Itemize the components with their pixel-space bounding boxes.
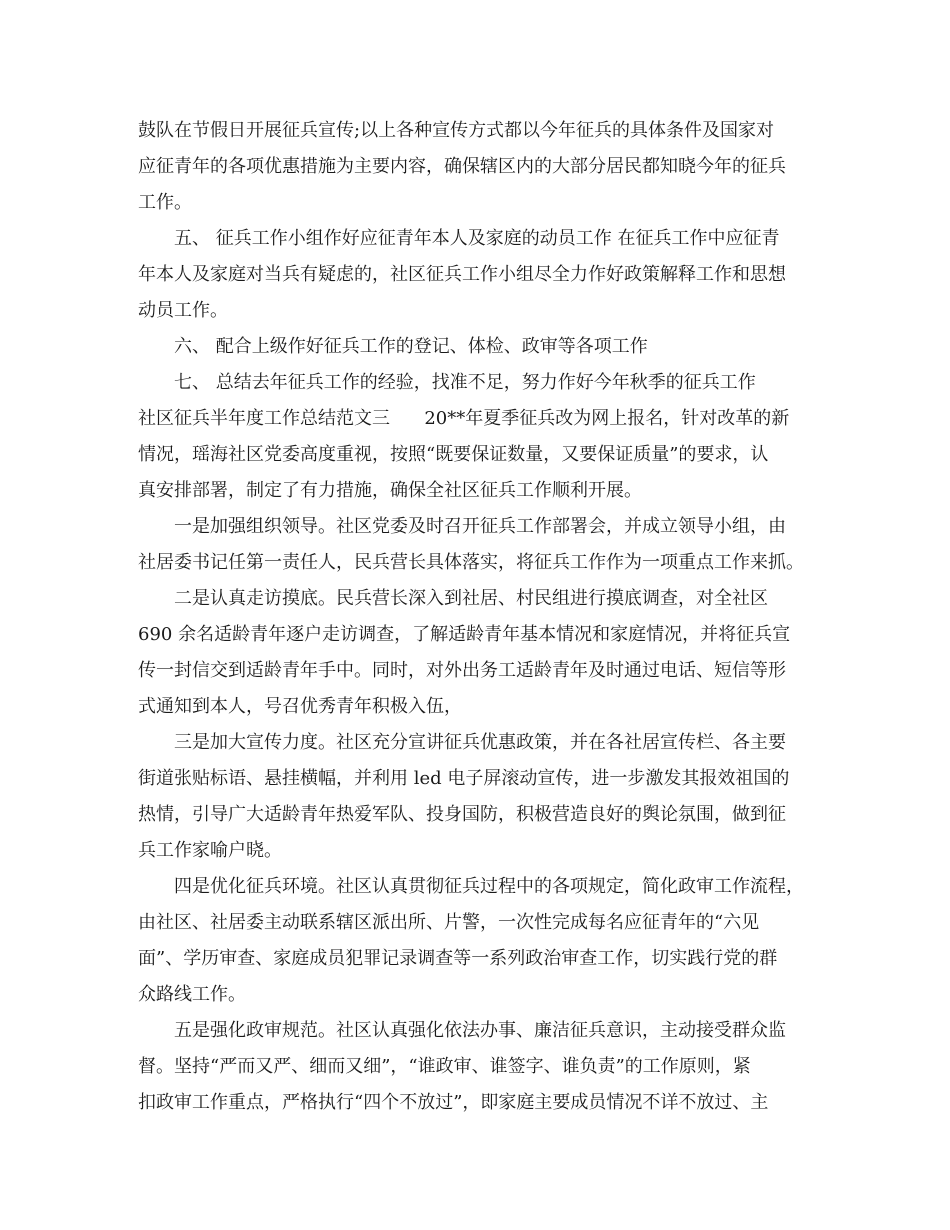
text-line: 传一封信交到适龄青年手中。同时，对外出务工适龄青年及时通过电话、短信等形 [138,660,786,681]
text-line: 真安排部署，制定了有力措施，确保全社区征兵工作顺利开展。 [138,480,642,501]
text-line: 社居委书记任第一责任人，民兵营长具体落实，将征兵工作作为一项重点工作来抓。 [138,552,804,573]
text-line: 社区征兵半年度工作总结范文三 20**年夏季征兵改为网上报名，针对改革的新 [138,408,790,429]
text-line: 情况，瑶海社区党委高度重视，按照“既要保证数量，又要保证质量”的要求，认 [138,444,769,465]
text-line: 式通知到本人，号召优秀青年积极入伍， [138,696,462,717]
text-line: 督。坚持“严而又严、细而又细”，“谁政审、谁签字、谁负责”的工作原则，紧 [138,1056,751,1077]
text-line: 工作。 [138,192,192,213]
text-line: 应征青年的各项优惠措施为主要内容，确保辖区内的大部分居民都知晓今年的征兵 [138,156,786,177]
text-line: 动员工作。 [138,300,228,321]
text-line: 鼓队在节假日开展征兵宣传;以上各种宣传方式都以今年征兵的具体条件及国家对 [138,120,775,141]
text-line: 六、 配合上级作好征兵工作的登记、体检、政审等各项工作 [174,336,648,357]
text-line: 街道张贴标语、悬挂横幅，并利用 led 电子屏滚动宣传，进一步激发其报效祖国的 [138,768,790,789]
text-line: 二是认真走访摸底。民兵营长深入到社居、村民组进行摸底调查，对全社区 [174,588,768,609]
text-line: 众路线工作。 [138,984,246,1005]
text-line: 七、 总结去年征兵工作的经验，找准不足，努力作好今年秋季的征兵工作 [174,372,756,393]
text-line: 三是加大宣传力度。社区充分宣讲征兵优惠政策，并在各社居宣传栏、各主要 [174,732,786,753]
text-line: 由社区、社居委主动联系辖区派出所、片警，一次性完成每名应征青年的“六见 [138,912,760,933]
text-line: 一是加强组织领导。社区党委及时召开征兵工作部署会，并成立领导小组，由 [174,516,786,537]
text-line: 五是强化政审规范。社区认真强化依法办事、廉洁征兵意识，主动接受群众监 [174,1020,786,1041]
text-line: 热情，引导广大适龄青年热爱军队、投身国防，积极营造良好的舆论氛围，做到征 [138,804,786,825]
text-line: 面”、学历审查、家庭成员犯罪记录调查等一系列政治审查工作，切实践行党的群 [138,948,778,969]
text-line: 五、 征兵工作小组作好应征青年本人及家庭的动员工作 在征兵工作中应征青 [174,228,780,249]
text-line: 年本人及家庭对当兵有疑虑的，社区征兵工作小组尽全力作好政策解释工作和思想 [138,264,786,285]
text-line: 扣政审工作重点，严格执行“四个不放过”，即家庭主要成员情况不详不放过、主 [138,1092,769,1113]
text-line: 兵工作家喻户晓。 [138,840,282,861]
text-line: 690 余名适龄青年逐户走访调查，了解适龄青年基本情况和家庭情况，并将征兵宣 [138,624,791,645]
text-line: 四是优化征兵环境。社区认真贯彻征兵过程中的各项规定，简化政审工作流程， [174,876,804,897]
